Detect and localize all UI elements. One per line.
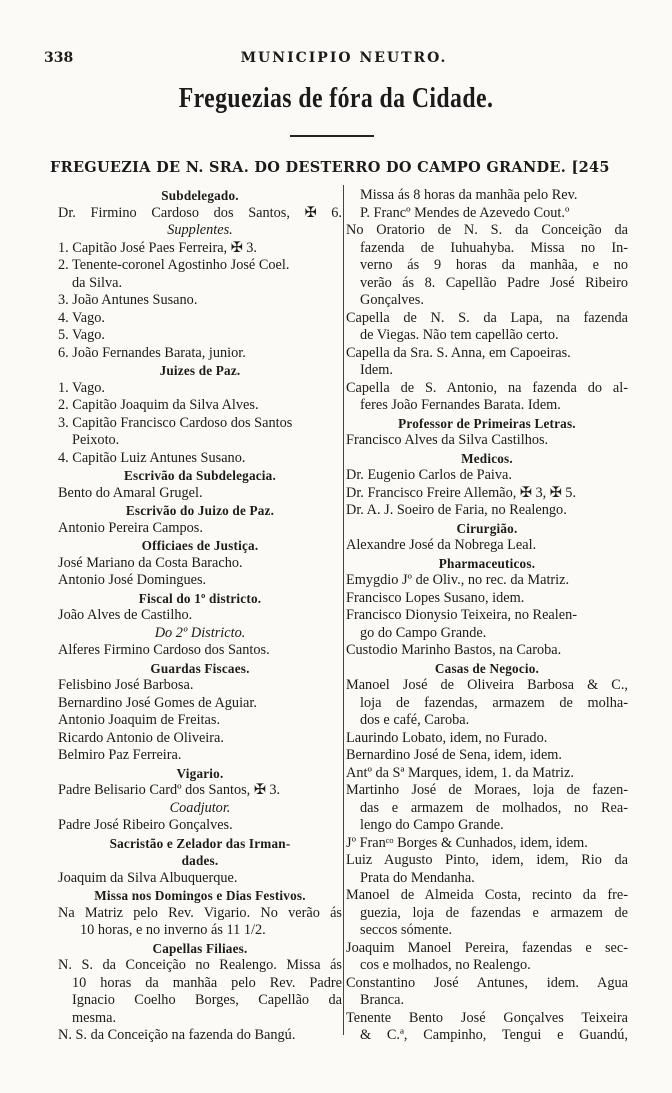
entry-continuation: 10 horas, e no inverno ás 11 1/2. <box>80 922 266 938</box>
entry: Capella de N. S. da Lapa, na fazenda <box>346 309 628 326</box>
section-number: [245 <box>571 159 610 176</box>
heading-capellas: Capellas Filiaes. <box>152 940 248 956</box>
entry: Joaquim da Silva Albuquerque. <box>58 869 238 886</box>
heading-guardas: Guardas Fiscaes. <box>150 660 250 676</box>
entry: João Alves de Castilho. <box>58 607 193 623</box>
entry: Francisco Dionysio Teixeira, no Realen- <box>346 607 577 623</box>
entry: Antº da Sª Marques, idem, 1. da Matriz. <box>346 764 574 781</box>
heading-sacristao: Sacristão e Zelador das Irman- <box>109 835 291 851</box>
heading-escrivao-subdelegacia: Escrivão da Subdelegacia. <box>124 468 276 483</box>
entry: No Oratorio de N. S. da Conceição da <box>346 222 628 238</box>
entry-continuation: P. Francº Mendes de Azevedo Cout.º <box>360 204 570 221</box>
heading-sacristao-cont: dades. <box>181 853 219 868</box>
entry: Dr. Eugenio Carlos de Paiva. <box>346 467 512 483</box>
heading-cirurgiao: Cirurgião. <box>456 520 518 536</box>
entry: 4. Vago. <box>58 309 105 326</box>
entry: Ricardo Antonio de Oliveira. <box>58 729 224 746</box>
page-number: 338 <box>44 50 74 66</box>
right-column <box>346 187 628 1045</box>
entry: Dr. Francisco Freire Allemão, ✠ 3, ✠ 5. <box>346 484 577 501</box>
entry-continuation: go do Campo Grande. <box>360 624 487 641</box>
entry-continuation: Missa ás 8 horas da manhãa pelo Rev. <box>360 187 578 203</box>
entry-continuation: loja de fazendas, armazem de molha- <box>360 694 628 711</box>
entry: Dr. A. J. Soeiro de Faria, no Realengo. <box>346 502 567 518</box>
entry: 1. Vago. <box>58 379 105 396</box>
entry: Manoel de Almeida Costa, recinto da fre- <box>346 887 628 903</box>
heading-coadjutor: Coadjutor. <box>169 799 231 816</box>
entry-continuation: de Viegas. Não tem capellão certo. <box>360 327 559 343</box>
entry: Laurindo Lobato, idem, no Furado. <box>346 729 548 746</box>
section-title: FREGUEZIA DE N. SRA. DO DESTERRO DO CAMPO GRANDE. <box>50 159 567 176</box>
heading-juizes: Juizes de Paz. <box>159 363 241 378</box>
entry: 5. Vago. <box>58 327 105 343</box>
entry-continuation: Idem. <box>360 362 393 378</box>
heading-professor: Professor de Primeiras Letras. <box>398 415 576 431</box>
entry: Jº Franᶜᵒ Borges & Cunhados, idem, idem. <box>346 834 588 851</box>
heading-medicos: Medicos. <box>461 450 513 466</box>
entry: Luiz Augusto Pinto, idem, idem, Rio da <box>346 852 628 868</box>
entry: Na Matriz pelo Rev. Vigario. No verão ás <box>58 904 342 921</box>
entry-continuation: Prata do Mendanha. <box>360 869 475 886</box>
entry: Belmiro Paz Ferreira. <box>58 747 182 763</box>
heading-officiaes: Officiaes de Justiça. <box>141 538 259 553</box>
entry: Bernardino José Gomes de Aguiar. <box>58 694 257 711</box>
entry: Joaquim Manoel Pereira, fazendas e sec- <box>346 939 628 956</box>
heading-pharmaceuticos: Pharmaceuticos. <box>438 555 536 571</box>
entry: 3. Capitão Francisco Cardoso dos Santos <box>58 414 293 431</box>
running-title: MUNICIPIO NEUTRO. <box>240 50 448 66</box>
entry: Capella da Sra. S. Anna, em Capoeiras. <box>346 344 571 361</box>
entry: N. S. da Conceição no Realengo. Missa ás <box>58 957 342 973</box>
entry: Constantino José Antunes, idem. Agua <box>346 974 628 991</box>
entry: 2. Tenente-coronel Agostinho José Coel. <box>58 257 290 273</box>
entry: Antonio José Domingues. <box>58 572 207 588</box>
entry: 2. Capitão Joaquim da Silva Alves. <box>58 397 259 413</box>
entry: Martinho José de Moraes, loja de fazen- <box>346 782 628 798</box>
entry: Francisco Alves da Silva Castilhos. <box>346 432 549 448</box>
heading-casas-negocio: Casas de Negocio. <box>434 660 540 676</box>
entry-continuation: Gonçalves. <box>360 292 424 308</box>
section-heading <box>50 159 656 176</box>
entry-continuation: verão ás 8. Capellão Padre José Ribeiro <box>360 274 628 291</box>
entry: Bernardino José de Sena, idem, idem. <box>346 747 562 763</box>
entry: Capella de S. Antonio, na fazenda do al- <box>346 379 628 396</box>
entry-continuation: Branca. <box>360 992 405 1008</box>
entry-continuation: Ignacio Coelho Borges, Capellão da <box>72 992 342 1008</box>
entry: Manoel José de Oliveira Barbosa & C., <box>346 677 628 693</box>
entry-continuation: verno ás 9 horas da manhãa, e no <box>360 257 628 273</box>
entry-continuation: seccos sómente. <box>360 922 453 938</box>
entry: Francisco Lopes Susano, idem. <box>346 589 525 606</box>
entry: Padre Belisario Cardº dos Santos, ✠ 3. <box>58 782 281 798</box>
entry-continuation: dos e café, Caroba. <box>360 712 470 728</box>
page-header <box>44 50 644 72</box>
entry: Alexandre José da Nobrega Leal. <box>346 537 537 553</box>
column-divider <box>343 185 344 1035</box>
entry-continuation: fazenda de Iuhuahyba. Missa no In- <box>360 239 628 256</box>
entry-continuation: Peixoto. <box>72 432 120 448</box>
entry: Dr. Firmino Cardoso dos Santos, ✠ 6. <box>58 204 342 221</box>
entry-continuation: guezia, loja de fazendas e armazem de <box>360 904 628 921</box>
entry: José Mariano da Costa Baracho. <box>58 554 243 571</box>
entry: Antonio Pereira Campos. <box>58 519 203 536</box>
entry: Alferes Firmino Cardoso dos Santos. <box>58 642 270 658</box>
entry: 4. Capitão Luiz Antunes Susano. <box>58 449 246 466</box>
entry: 3. João Antunes Susano. <box>58 292 198 308</box>
entry: Antonio Joaquim de Freitas. <box>58 712 221 728</box>
entry: Padre José Ribeiro Gonçalves. <box>58 817 233 833</box>
entry: 1. Capitão José Paes Ferreira, ✠ 3. <box>58 239 257 256</box>
heading-missa: Missa nos Domingos e Dias Festivos. <box>94 888 306 903</box>
entry-continuation: & C.ª, Campinho, Tengui e Guandú, <box>360 1027 628 1043</box>
entry-continuation: das e armazem de molhados, no Rea- <box>360 799 628 816</box>
heading-supplentes: Supplentes. <box>167 222 233 238</box>
heading-vigario: Vigario. <box>176 765 224 781</box>
entry-continuation: cos e molhados, no Realengo. <box>360 957 531 973</box>
title-rule <box>290 135 374 137</box>
heading-escrivao-juizo: Escrivão do Juizo de Paz. <box>125 503 275 518</box>
entry: N. S. da Conceição na fazenda do Bangú. <box>58 1027 296 1043</box>
heading-subdelegado: Subdelegado. <box>161 188 239 203</box>
entry-continuation: feres João Fernandes Barata. Idem. <box>360 397 561 413</box>
entry-continuation: da Silva. <box>72 274 123 291</box>
left-column <box>58 187 342 1045</box>
entry: Custodio Marinho Bastos, na Caroba. <box>346 642 562 658</box>
entry-continuation: 10 horas da manhãa pelo Rev. Padre <box>72 974 342 991</box>
entry: Tenente Bento José Gonçalves Teixeira <box>346 1009 628 1026</box>
page-title: Freguezias de fóra da Cidade. <box>178 82 494 114</box>
entry-continuation: lengo do Campo Grande. <box>360 817 504 833</box>
entry: 6. João Fernandes Barata, junior. <box>58 344 246 361</box>
entry: Felisbino José Barbosa. <box>58 677 194 693</box>
heading-districto-2: Do 2º Districto. <box>154 624 246 641</box>
heading-fiscal: Fiscal do 1º districto. <box>138 590 262 606</box>
entry: Emygdio Jº de Oliv., no rec. da Matriz. <box>346 572 570 588</box>
entry: Bento do Amaral Grugel. <box>58 484 203 501</box>
entry-continuation: mesma. <box>72 1009 117 1026</box>
